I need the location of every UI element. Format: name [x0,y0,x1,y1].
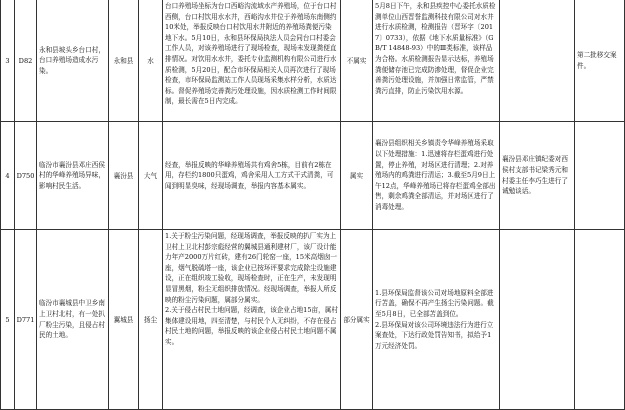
investigation-finding-text: 台口养殖场坐标为台口西峪沟流域水产养殖场，位于台口村西侧，台口村饮用水水井，西峪沟水井位于养殖场东南侧约10米处，举报反映台口村饮用水井附近的养殖场粪便污染地下水。5月10日，永和县环保局执法人员会同台口村委会工作人员，对该养殖场进行了现场检查，现场未发现粪便直排情况。对饮用水水井，委托专业监测机构有限公司进行水质检测，5月20日，配合市环保局相关人员再次进行了现场检查，市环保局监测站工作人员现场采集水样分析，水质达标。督促养殖场完善粪污处理设施，因水质检测工作时间限制，最长需在5日内完成。 [165,2,337,106]
pollution-type-text: 大气 [143,171,158,180]
row-number [0,230,15,410]
verification-result [341,0,373,122]
county-text: 襄汾县 [113,171,134,180]
handling-measures-text: 1.县环保局监督该公司对场地原料全部进行苫盖，确保不再产生扬尘污染问题。截至5月8日，已全部苫盖到位。 2.县环保局对该公司环境违法行为进行立案查处，下达行政处罚告知书，拟给予1万元经济处罚。 [375,288,494,350]
accountability [500,122,575,230]
case-code [15,122,37,230]
pollution-type [139,0,163,122]
pollution-type-text: 水 [147,56,154,65]
complaint-location [37,230,109,410]
accountability [500,0,575,122]
row-number [0,122,15,230]
row-number-text: 5 [5,315,10,324]
verification-result [341,230,373,410]
accountability-text: 襄汾县邓庄镇纪委对西侯村支部书记梁秀元和村委主任李巧生进行了诫勉谈话。 [502,155,568,196]
remark [575,122,625,230]
county [109,230,139,410]
county-text: 翼城县 [113,315,134,324]
investigation-finding [163,122,341,230]
case-code [15,0,37,122]
complaint-location-text: 临汾市襄汾县邓庄西侯村的华峰养殖场异味，影响村民生活。 [39,160,105,190]
remark [575,0,625,122]
verification-result-text: 部分属实 [343,315,370,324]
verification-result [341,122,373,230]
accountability [500,230,575,410]
complaint-location [37,122,109,230]
pollution-type-text: 扬尘 [143,315,158,324]
investigation-finding-text: 1.关于粉尘污染问题，经现场调查，举报反映的扒厂实为上卫村上卫北村彭宗彪经营的翼城县通利建材厂，该厂设计能力年产2000万片红砖，建有26门轮窑一座，15米高烟囱一座，烟气脱硫塔一座，该企业已按环评要求完成除尘设施建设，正在组织竣工验收，现场检查时，正在生产，未发现明显冒黑烟，粉尘无组织排放情况。经现场调查，举报人所反映的粉尘污染问题，属部分属实。 2.关于侵占村民土地问题，经调查，该企业占地15亩，属村集体建设用地，四至清楚，与村民个人无纠纷，不存在侵占村民土地的问题，举报反映的该企业侵占村民土地问题不属实。 [165,232,338,346]
handling-measures [373,0,500,122]
table-row [0,0,625,122]
table-row [0,122,625,230]
complaint-location-text: 永和县坡头乡台口村，台口养殖场造成水污染。 [39,45,105,75]
case-code-text: D82 [18,56,33,65]
handling-measures [373,122,500,230]
handling-measures-text: 5月8日下午，永和县疾控中心委托水质检测单位山西晋誉监测科技有限公司对水井进行水质检测，检测报告（晋环字〔2017〕0733），依据《地下水质量标准》（GB/T 14848-93）中的Ⅲ类标准，该样品为合格。水质检测报告显示达标，养殖场粪便储存池已完成防渗处理，督促企业完善粪污处理设施，并加强日常监管，严禁粪污直排，防止污染饮用水源。 [375,2,496,95]
pollution-type [139,122,163,230]
county [109,122,139,230]
handling-measures-text: 襄汾县组织相关乡镇责令华峰养殖场采取以下处理措施：1.迅速将存栏蛋鸡进行处置，停止养殖，对场区进行清理；2.对养殖场内的鸡粪进行清运；3.截至5月9日上午12点，华峰养殖场已将存栏蛋鸡全部出售，剩余鸡粪全部清运，并对场区进行了消毒处理。 [375,139,496,211]
remark-text: 第二批移交案件。 [577,50,617,70]
county [109,0,139,122]
row-number-text: 3 [5,56,10,65]
complaint-location-text: 临汾市襄城县中卫乡南上卫村北村，有一处扒厂粉尘污染，且侵占村民的土地。 [39,299,105,340]
case-code-text: D771 [16,315,35,324]
investigation-finding [163,0,341,122]
pollution-type [139,230,163,410]
investigation-finding-text: 经查，举报反映的华峰养殖场共有鸡舍5栋，目前有2栋在用，存栏约1800只蛋鸡，鸡舍采用人工方式干式清粪，可闻到明显臭味，经现场调查，举报内容基本属实。 [165,160,334,190]
county-text: 永和县 [113,56,134,65]
verification-result-text: 属实 [349,171,364,180]
verification-result-text: 不属实 [346,56,367,65]
case-code [15,230,37,410]
handling-measures [373,230,500,410]
investigation-finding [163,230,341,410]
remark [575,230,625,410]
row-number [0,0,15,122]
table-row [0,230,625,410]
complaint-location [37,0,109,122]
case-code-text: D750 [16,171,35,180]
row-number-text: 4 [5,171,10,180]
